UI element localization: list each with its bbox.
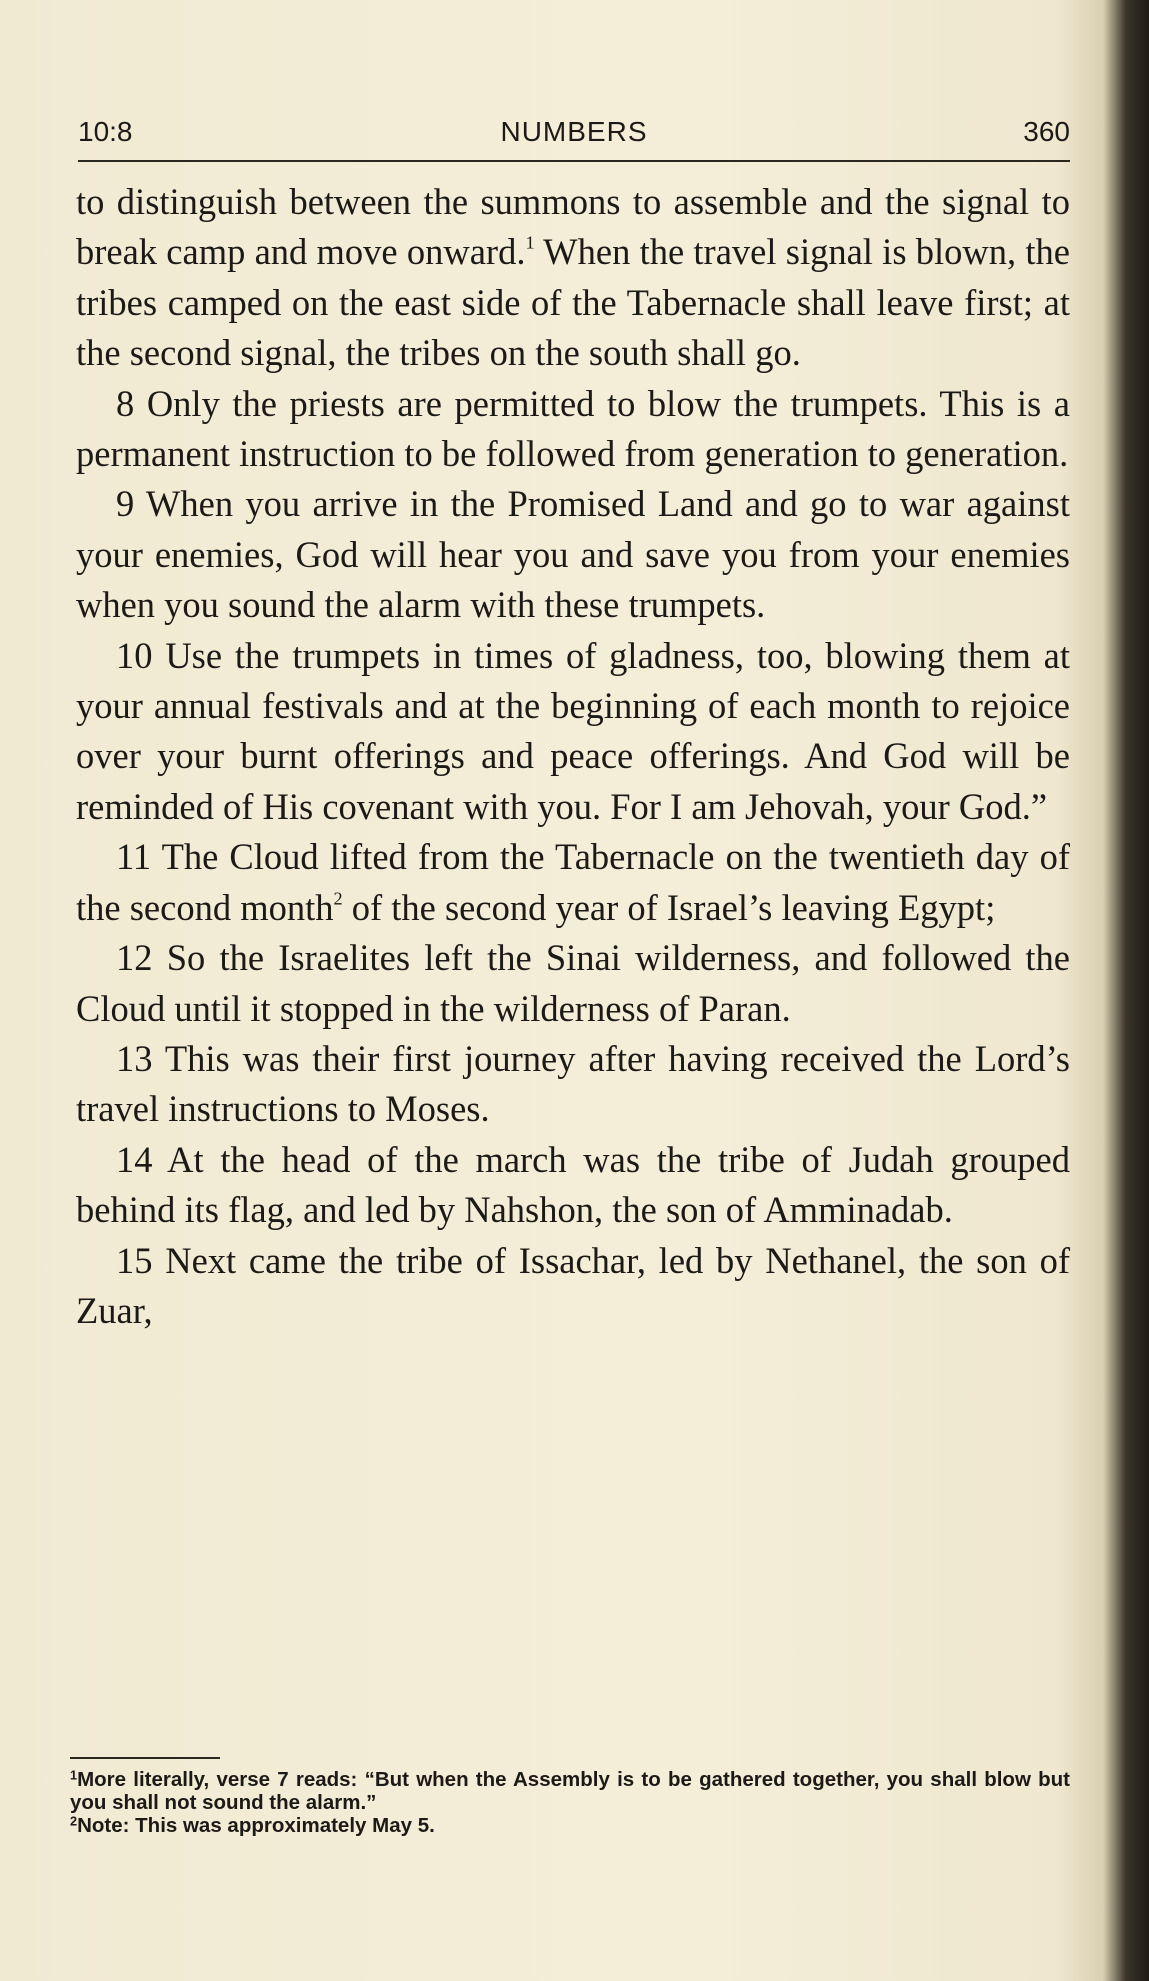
verse-14: 14 At the head of the march was the tribe of Judah grouped behind its flag, and led by Nahshon, the son of Amminadab. <box>76 1138 1070 1231</box>
verse-number: 14 <box>116 1138 153 1180</box>
verse-9: 9 When you arrive in the Promised Land and go to war against your enemies, God will hear you and save you from your enemies when you sound the alarm with these trumpets. <box>76 483 1070 626</box>
footnote-reference-1: 1 <box>525 232 535 253</box>
book-title: NUMBERS <box>500 116 648 147</box>
verse-number: 10 <box>116 634 153 676</box>
verse-8: 8 Only the priests are permitted to blow the trumpets. This is a permanent instruction to be followed from generation to generation. <box>76 382 1071 475</box>
page-number: 360 <box>1023 116 1070 147</box>
verse-number: 8 <box>116 382 135 424</box>
footnote-1: $^1$More literally, verse 7 reads: “But when the Assembly is to be gathered together, you shall blow but you shall not sound the alarm.” <box>70 1767 1070 1814</box>
footnotes <box>70 1768 1070 1837</box>
paragraph-continuation: to distinguish between the summons to assemble and the signal to break camp and move onward.$^1$ When the travel signal is blown, the tribes camped on the east side of the Tabernacle shall leave first; at the second signal, the tribes on the south shall go. <box>76 181 1070 374</box>
footnote-2: $^2$Note: This was approximately May 5. <box>70 1813 435 1837</box>
verse-12: 12 So the Israelites left the Sinai wilderness, and followed the Cloud until it stopped in the wilderness of Paran. <box>76 937 1071 1029</box>
verse-number: 11 <box>116 836 152 878</box>
verse-number: 13 <box>116 1037 153 1079</box>
verse-15: 15 Next came the tribe of Issachar, led by Nethanel, the son of Zuar, <box>76 1239 1071 1331</box>
verse-13: 13 This was their first journey after having received the Lord’s travel instructions to Moses. <box>76 1037 1070 1130</box>
footnote-reference-2: 2 <box>333 888 343 909</box>
running-header <box>78 116 1070 162</box>
scripture-text <box>76 177 1070 1336</box>
verse-10: 10 Use the trumpets in times of gladness, too, blowing them at your annual festivals and at the beginning of each month to rejoice over your burnt offerings and peace offerings. And God will be reminded of His covenant with you. For I am Jehovah, your God.” <box>76 634 1070 827</box>
verse-number: 9 <box>116 483 135 525</box>
footnote-divider <box>70 1757 220 1759</box>
verse-number: 12 <box>116 937 153 979</box>
verse-number: 15 <box>116 1239 153 1281</box>
chapter-verse-reference: 10:8 <box>78 116 133 147</box>
verse-11: 11 The Cloud lifted from the Tabernacle on the twentieth day of the second month$^2$ of the second year of Israel’s leaving Egypt; <box>76 836 1070 928</box>
